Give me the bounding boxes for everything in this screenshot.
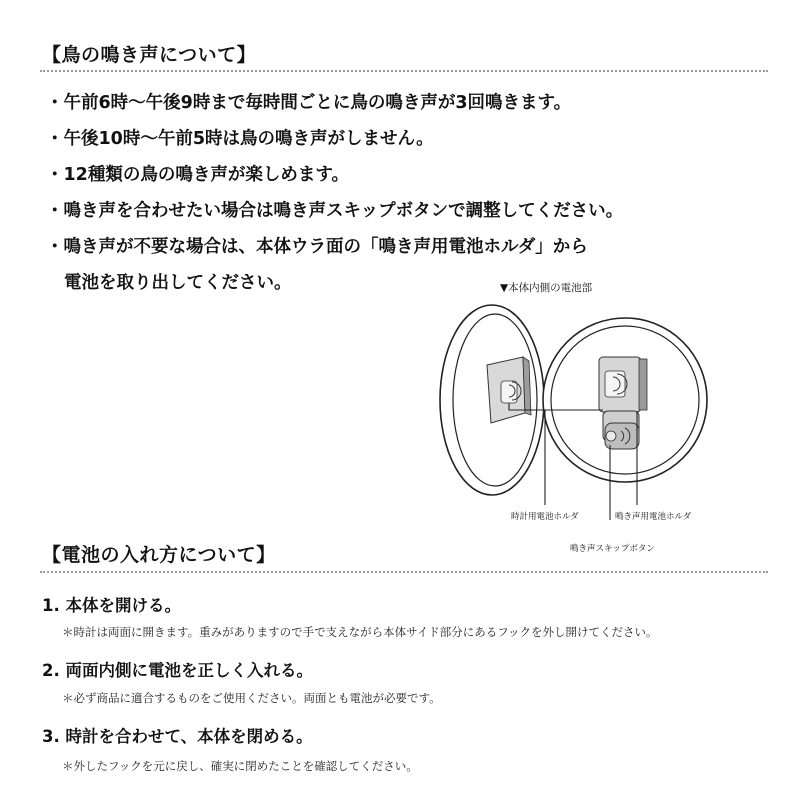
step-1: 1. 本体を開ける。 xyxy=(42,596,181,615)
bullet-item: ・午後10時〜午前5時は鳥の鳴き声がしません。 xyxy=(46,129,434,149)
bullet-item: ・鳴き声が不要な場合は、本体ウラ面の「鳴き声用電池ホルダ」から xyxy=(46,237,588,257)
section-divider xyxy=(40,571,768,573)
bullet-item: ・12種類の鳥の鳴き声が楽しめます。 xyxy=(46,165,349,185)
section-title-bird-sounds: 【鳥の鳴き声について】 xyxy=(42,44,257,66)
bullet-item: ・午前6時〜午後9時まで毎時間ごとに鳥の鳴き声が3回鳴きます。 xyxy=(46,93,572,113)
bullet-item: ・鳴き声を合わせたい場合は鳴き声スキップボタンで調整してください。 xyxy=(46,201,624,221)
step-2-note: ＊必ず商品に適合するものをご使用ください。両面とも電池が必要です。 xyxy=(62,691,441,705)
bullet-item-continuation: 電池を取り出してください。 xyxy=(64,273,292,293)
section-title-battery-install: 【電池の入れ方について】 xyxy=(42,544,276,566)
clock-battery-holder-icon xyxy=(487,357,531,423)
step-2: 2. 両面内側に電池を正しく入れる。 xyxy=(42,661,313,680)
label-clock-battery-holder: 時計用電池ホルダ xyxy=(511,512,579,522)
step-3-note: ＊外したフックを元に戻し、確実に閉めたことを確認してください。 xyxy=(62,759,418,773)
battery-compartment-diagram xyxy=(425,295,725,520)
label-skip-button: 鳴き声スキップボタン xyxy=(570,544,655,554)
label-voice-battery-holder: 鳴き声用電池ホルダ xyxy=(615,512,692,522)
step-3: 3. 時計を合わせて、本体を閉める。 xyxy=(42,727,313,746)
diagram-caption: ▼本体内側の電池部 xyxy=(500,282,593,294)
step-1-note: ＊時計は両面に開きます。重みがありますので手で支えながら本体サイド部分にあるフックを外し開けてください。 xyxy=(62,625,658,639)
section-divider xyxy=(40,70,768,72)
